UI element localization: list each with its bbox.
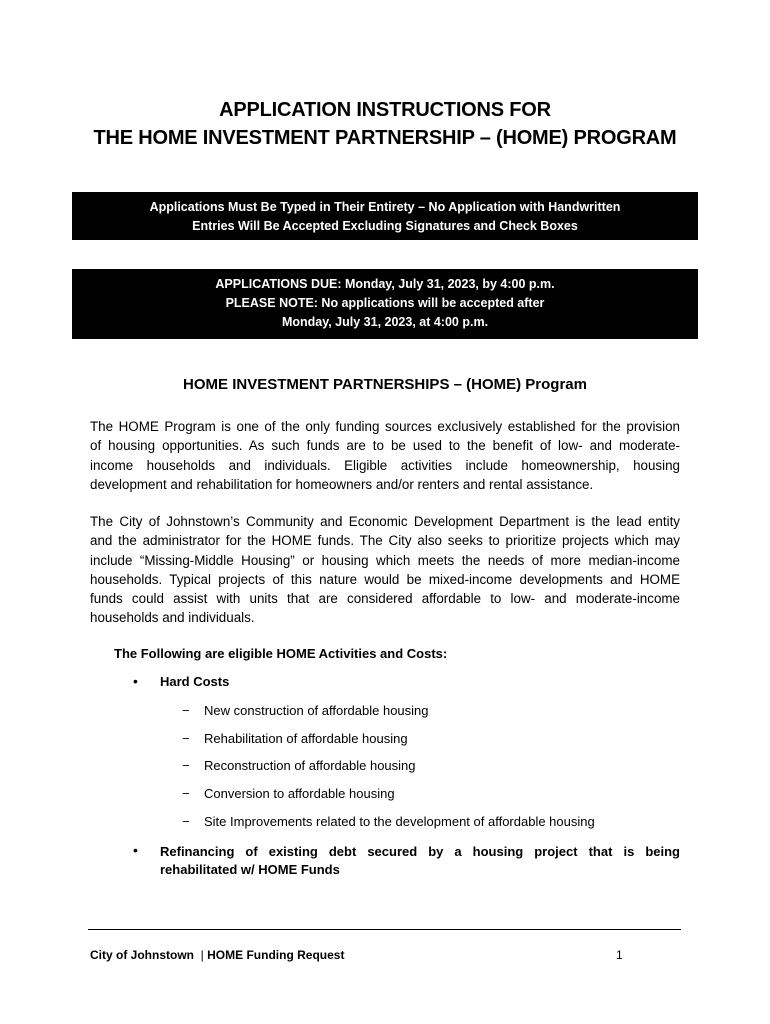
paragraph-city-of-johnstown xyxy=(90,512,680,628)
due-line-1: APPLICATIONS DUE: Monday, July 31, 2023, by 4:00 p.m. xyxy=(215,277,555,291)
paragraph-line: The City of Johnstown’s Community and Economic Development Department is the lead entity xyxy=(90,514,680,529)
hard-cost-item: New construction of affordable housing xyxy=(204,703,429,718)
notice-line-1: Applications Must Be Typed in Their Entirety – No Application with Handwritten xyxy=(149,200,621,214)
refinancing-line: Refinancing of existing debt secured by a housing project that is being xyxy=(160,844,680,859)
typed-entries-notice-banner xyxy=(72,192,698,240)
title-line-1: APPLICATION INSTRUCTIONS FOR xyxy=(219,99,551,121)
refinancing-line: rehabilitated w/ HOME Funds xyxy=(160,862,340,877)
hard-costs-label: Hard Costs xyxy=(160,674,230,689)
hard-cost-item: Site Improvements related to the development of affordable housing xyxy=(204,814,595,829)
paragraph-line: households. Typical projects of this nature would be mixed-income developments and HOME xyxy=(90,571,680,587)
paragraph-line: and the administrator for the HOME funds. The City also seeks to prioritize projects which may xyxy=(90,533,680,549)
paragraph-line: The HOME Program is one of the only funding sources exclusively established for the provision xyxy=(90,419,680,434)
due-line-3: Monday, July 31, 2023, at 4:00 p.m. xyxy=(281,315,489,329)
dash-icon: − xyxy=(182,758,190,773)
paragraph-home-program xyxy=(90,417,680,494)
document-title xyxy=(0,96,770,152)
hard-cost-item: Reconstruction of affordable housing xyxy=(204,758,416,773)
hard-cost-item: Conversion to affordable housing xyxy=(204,786,395,801)
bullet-icon: • xyxy=(133,842,138,858)
paragraph-line: funds could assist with units that are considered affordable to low- and moderate-income xyxy=(90,591,680,607)
page-number: 1 xyxy=(616,948,623,962)
notice-line-2: Entries Will Be Accepted Excluding Signatures and Check Boxes xyxy=(192,219,578,233)
footer-separator: | xyxy=(200,948,204,962)
dash-icon: − xyxy=(182,786,190,801)
footer-label xyxy=(90,948,344,962)
footer-doc: HOME Funding Request xyxy=(207,948,345,962)
paragraph-line: households and individuals. xyxy=(90,610,255,626)
dash-icon: − xyxy=(182,814,190,829)
paragraph-line: development and rehabilitation for homeowners and/or renters and rental assistance. xyxy=(90,476,594,492)
dash-icon: − xyxy=(182,703,190,718)
applications-due-banner xyxy=(72,269,698,339)
hard-cost-item: Rehabilitation of affordable housing xyxy=(204,731,408,746)
footer-org: City of Johnstown xyxy=(90,948,194,962)
paragraph-line: income households and individuals. Eligible activities include homeownership, housing xyxy=(90,457,680,473)
bullet-icon: • xyxy=(133,673,138,689)
refinancing-item xyxy=(160,843,680,879)
due-line-2: PLEASE NOTE: No applications will be accepted after xyxy=(225,296,545,310)
dash-icon: − xyxy=(182,731,190,746)
title-line-2: THE HOME INVESTMENT PARTNERSHIP – (HOME) PROGRAM xyxy=(93,127,677,149)
eligible-activities-heading: The Following are eligible HOME Activities and Costs: xyxy=(114,646,448,661)
paragraph-line: include “Missing-Middle Housing” or housing which meets the needs of more median-income xyxy=(90,552,680,568)
section-heading: HOME INVESTMENT PARTNERSHIPS – (HOME) Program xyxy=(183,376,587,393)
footer-divider xyxy=(88,929,681,930)
paragraph-line: of housing opportunities. As such funds are to be used to the benefit of low- and moderate- xyxy=(90,438,680,454)
